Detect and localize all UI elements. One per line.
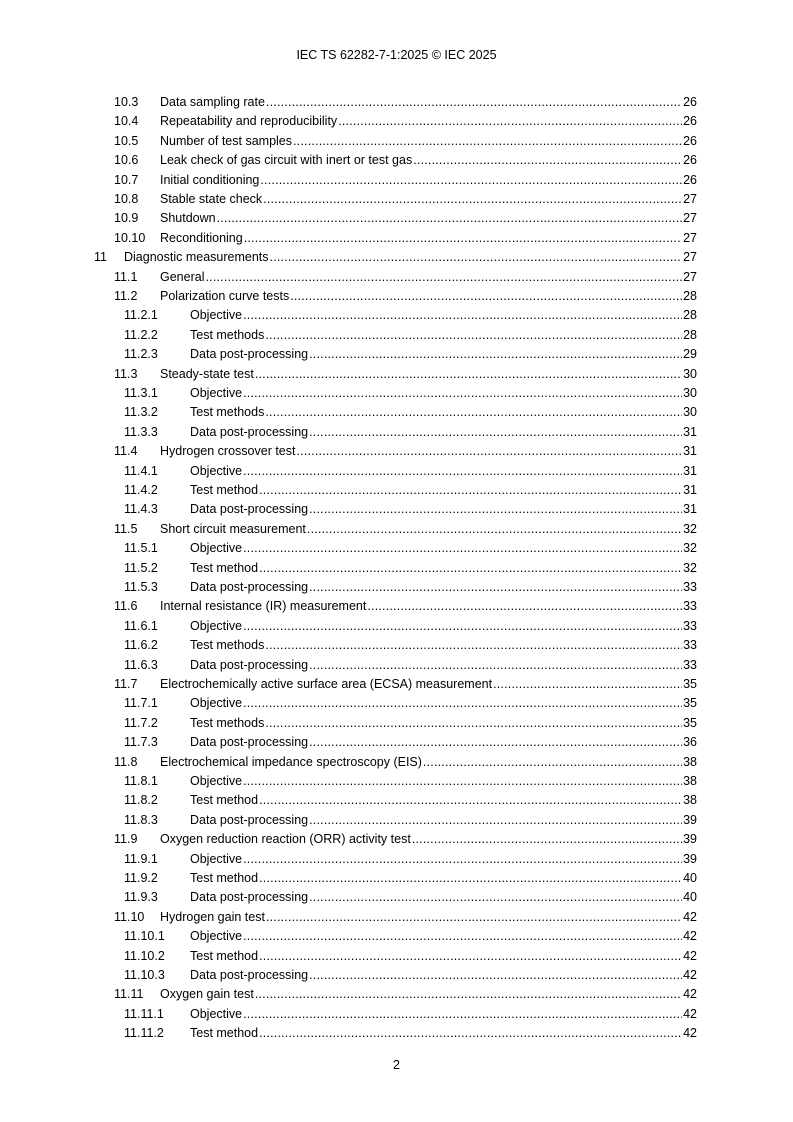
toc-dot-leader — [243, 1005, 682, 1024]
toc-entry[interactable] — [124, 811, 697, 830]
toc-entry-number: 11.5.3 — [124, 579, 158, 594]
toc-entry-title: Electrochemical impedance spectroscopy (EIS) — [160, 754, 422, 769]
toc-entry-page: 33 — [683, 618, 697, 633]
toc-entry[interactable] — [114, 93, 697, 112]
toc-dot-leader — [259, 1024, 682, 1043]
toc-entry-title: Objective — [190, 1006, 243, 1021]
toc-entry-title: Objective — [190, 541, 243, 556]
toc-entry-title: Data post-processing — [190, 812, 309, 827]
toc-dot-leader — [296, 442, 682, 461]
toc-entry-page: 31 — [683, 463, 697, 478]
toc-entry-number: 11.6.2 — [124, 638, 158, 653]
toc-entry-page: 38 — [683, 793, 697, 808]
toc-entry-number: 10.6 — [114, 153, 139, 168]
toc-entry-title: Test method — [190, 1026, 259, 1041]
toc-entry-title: Objective — [190, 773, 243, 788]
toc-dot-leader — [367, 597, 682, 616]
toc-entry[interactable] — [124, 1024, 697, 1043]
toc-entry-number: 11.8.3 — [124, 812, 158, 827]
toc-entry[interactable] — [124, 888, 697, 907]
toc-entry-page: 27 — [683, 230, 697, 245]
toc-entry[interactable] — [124, 559, 697, 578]
toc-entry[interactable] — [124, 345, 697, 364]
toc-entry-title: General — [160, 269, 205, 284]
toc-entry[interactable] — [114, 597, 697, 616]
toc-dot-leader — [423, 753, 682, 772]
toc-entry-title: Polarization curve tests — [160, 288, 290, 303]
toc-entry[interactable] — [114, 151, 697, 170]
toc-entry[interactable] — [114, 830, 697, 849]
toc-entry[interactable] — [124, 403, 697, 422]
toc-entry-number: 11.6.1 — [124, 618, 158, 633]
toc-entry[interactable] — [124, 733, 697, 752]
toc-entry-title: Number of test samples — [160, 133, 292, 148]
toc-entry[interactable] — [114, 442, 697, 461]
toc-entry[interactable] — [114, 171, 697, 190]
toc-entry-page: 42 — [683, 987, 697, 1002]
toc-entry-title: Test methods — [190, 715, 265, 730]
toc-dot-leader — [493, 675, 682, 694]
toc-dot-leader — [217, 209, 682, 228]
toc-entry[interactable] — [114, 229, 697, 248]
toc-entry-title: Electrochemically active surface area (ECSA) measurement — [160, 676, 493, 691]
toc-entry-page: 33 — [683, 638, 697, 653]
toc-entry[interactable] — [114, 675, 697, 694]
toc-entry-page: 27 — [683, 211, 697, 226]
toc-entry-title: Data sampling rate — [160, 94, 265, 109]
toc-entry-number: 10.9 — [114, 211, 139, 226]
toc-dot-leader — [259, 559, 682, 578]
toc-dot-leader — [259, 481, 682, 500]
toc-dot-leader — [243, 850, 682, 869]
toc-dot-leader — [309, 578, 682, 597]
toc-dot-leader — [270, 248, 683, 267]
toc-entry-title: Objective — [190, 618, 243, 633]
toc-entry-number: 11.7.3 — [124, 735, 158, 750]
toc-entry[interactable] — [124, 850, 697, 869]
toc-entry-number: 11.2 — [114, 288, 138, 303]
toc-entry-title: Data post-processing — [190, 657, 309, 672]
toc-entry-number: 11 — [94, 250, 107, 265]
toc-dot-leader — [309, 656, 682, 675]
toc-entry-number: 11.4.3 — [124, 502, 158, 517]
toc-dot-leader — [205, 268, 682, 287]
toc-entry-number: 11.11.2 — [124, 1026, 164, 1041]
toc-entry[interactable] — [124, 578, 697, 597]
toc-entry-title: Data post-processing — [190, 890, 309, 905]
toc-entry-title: Test method — [190, 948, 259, 963]
toc-entry-title: Objective — [190, 929, 243, 944]
toc-entry-title: Leak check of gas circuit with inert or test gas — [160, 153, 413, 168]
toc-entry-number: 10.4 — [114, 114, 139, 129]
toc-entry-page: 27 — [683, 250, 697, 265]
toc-entry-number: 11.2.3 — [124, 347, 158, 362]
toc-entry[interactable] — [124, 462, 697, 481]
toc-entry-title: Test method — [190, 793, 259, 808]
toc-entry-page: 32 — [683, 560, 697, 575]
toc-entry-number: 11.8.2 — [124, 793, 158, 808]
toc-entry[interactable] — [114, 365, 697, 384]
toc-entry-title: Data post-processing — [190, 735, 309, 750]
toc-entry-page: 33 — [683, 657, 697, 672]
toc-entry-number: 11.3.2 — [124, 405, 158, 420]
toc-entry-page: 32 — [683, 521, 697, 536]
toc-dot-leader — [255, 365, 682, 384]
toc-entry-number: 11.10.1 — [124, 929, 165, 944]
toc-entry-page: 30 — [683, 385, 697, 400]
toc-entry[interactable] — [114, 287, 697, 306]
toc-entry-page: 27 — [683, 269, 697, 284]
toc-dot-leader — [309, 733, 682, 752]
toc-dot-leader — [293, 132, 682, 151]
toc-entry-number: 11.5.1 — [124, 541, 158, 556]
toc-entry-title: Hydrogen crossover test — [160, 444, 296, 459]
toc-entry-title: Stable state check — [160, 191, 263, 206]
toc-entry[interactable] — [124, 869, 697, 888]
toc-entry-page: 26 — [683, 172, 697, 187]
toc-entry[interactable] — [124, 500, 697, 519]
toc-entry[interactable] — [124, 772, 697, 791]
toc-entry-number: 10.5 — [114, 133, 139, 148]
toc-entry-title: Diagnostic measurements — [124, 250, 269, 265]
toc-dot-leader — [259, 791, 682, 810]
toc-dot-leader — [243, 539, 682, 558]
toc-dot-leader — [265, 714, 682, 733]
toc-dot-leader — [243, 617, 682, 636]
toc-entry-title: Data post-processing — [190, 502, 309, 517]
toc-entry-page: 29 — [683, 347, 697, 362]
page-header: IEC TS 62282-7-1:2025 © IEC 2025 — [296, 48, 497, 62]
toc-dot-leader — [243, 772, 682, 791]
toc-entry-title: Objective — [190, 308, 243, 323]
toc-dot-leader — [259, 947, 682, 966]
toc-entry[interactable] — [124, 423, 697, 442]
toc-entry-number: 11.9.1 — [124, 851, 158, 866]
toc-dot-leader — [309, 966, 682, 985]
toc-entry-number: 11.2.1 — [124, 308, 158, 323]
toc-entry-number: 11.10.3 — [124, 967, 165, 982]
toc-entry[interactable] — [114, 132, 697, 151]
toc-entry-number: 11.3 — [114, 366, 138, 381]
toc-entry-title: Test methods — [190, 638, 265, 653]
toc-entry-number: 11.10.2 — [124, 948, 165, 963]
toc-dot-leader — [243, 462, 682, 481]
toc-entry-number: 11.7 — [114, 676, 138, 691]
toc-entry-page: 30 — [683, 405, 697, 420]
toc-entry-title: Test method — [190, 560, 259, 575]
toc-dot-leader — [309, 345, 682, 364]
toc-dot-leader — [263, 190, 682, 209]
toc-entry-page: 39 — [683, 812, 697, 827]
toc-entry-page: 38 — [683, 754, 697, 769]
toc-entry-page: 26 — [683, 133, 697, 148]
toc-entry-title: Repeatability and reproducibility — [160, 114, 338, 129]
toc-entry-page: 26 — [683, 153, 697, 168]
toc-entry-page: 42 — [683, 929, 697, 944]
toc-dot-leader — [266, 908, 682, 927]
toc-entry-number: 11.4.1 — [124, 463, 158, 478]
toc-dot-leader — [243, 384, 682, 403]
toc-entry-title: Short circuit measurement — [160, 521, 306, 536]
toc-entry[interactable] — [114, 268, 697, 287]
toc-entry-page: 31 — [683, 444, 697, 459]
toc-entry-number: 11.5.2 — [124, 560, 158, 575]
toc-entry-page: 32 — [683, 541, 697, 556]
toc-entry-number: 10.7 — [114, 172, 139, 187]
toc-entry-number: 11.8 — [114, 754, 138, 769]
toc-dot-leader — [244, 229, 682, 248]
toc-entry[interactable] — [124, 927, 697, 946]
toc-entry-title: Test method — [190, 870, 259, 885]
toc-entry-number: 11.9 — [114, 832, 138, 847]
toc-dot-leader — [265, 403, 682, 422]
toc-dot-leader — [338, 112, 682, 131]
toc-entry-number: 11.8.1 — [124, 773, 158, 788]
toc-dot-leader — [255, 985, 682, 1004]
toc-entry-page: 28 — [683, 308, 697, 323]
toc-entry-page: 38 — [683, 773, 697, 788]
toc-entry-page: 30 — [683, 366, 697, 381]
toc-entry-page: 35 — [683, 696, 697, 711]
toc-dot-leader — [290, 287, 682, 306]
toc-entry[interactable] — [124, 714, 697, 733]
toc-entry-page: 26 — [683, 94, 697, 109]
toc-entry-page: 28 — [683, 327, 697, 342]
toc-entry-title: Hydrogen gain test — [160, 909, 265, 924]
toc-entry-number: 11.3.3 — [124, 424, 158, 439]
toc-entry-page: 42 — [683, 909, 697, 924]
toc-entry-number: 11.6 — [114, 599, 138, 614]
toc-entry-title: Data post-processing — [190, 347, 309, 362]
toc-entry[interactable] — [114, 985, 697, 1004]
toc-entry-page: 35 — [683, 715, 697, 730]
toc-dot-leader — [309, 888, 682, 907]
toc-dot-leader — [265, 326, 682, 345]
toc-entry-number: 11.10 — [114, 909, 145, 924]
toc-entry[interactable] — [124, 966, 697, 985]
toc-entry-number: 11.9.2 — [124, 870, 158, 885]
toc-entry-page: 28 — [683, 288, 697, 303]
toc-entry-title: Oxygen gain test — [160, 987, 254, 1002]
toc-entry-number: 11.6.3 — [124, 657, 158, 672]
toc-entry-page: 26 — [683, 114, 697, 129]
toc-entry-title: Test methods — [190, 405, 265, 420]
toc-dot-leader — [412, 830, 682, 849]
toc-dot-leader — [260, 171, 682, 190]
toc-entry-page: 31 — [683, 424, 697, 439]
toc-entry-number: 11.1 — [114, 269, 138, 284]
toc-entry[interactable] — [124, 384, 697, 403]
toc-entry-title: Test method — [190, 482, 259, 497]
toc-entry-page: 42 — [683, 967, 697, 982]
toc-entry-title: Reconditioning — [160, 230, 243, 245]
toc-entry-number: 11.5 — [114, 521, 138, 536]
toc-entry-page: 33 — [683, 599, 697, 614]
toc-entry-number: 11.3.1 — [124, 385, 158, 400]
toc-entry-number: 11.7.1 — [124, 696, 158, 711]
toc-entry-title: Data post-processing — [190, 424, 309, 439]
toc-entry-page: 31 — [683, 502, 697, 517]
toc-entry-number: 11.4.2 — [124, 482, 158, 497]
toc-entry-number: 11.9.3 — [124, 890, 158, 905]
toc-entry[interactable] — [124, 636, 697, 655]
page-number: 2 — [393, 1058, 400, 1072]
toc-entry-title: Objective — [190, 851, 243, 866]
toc-entry[interactable] — [124, 694, 697, 713]
toc-entry-title: Oxygen reduction reaction (ORR) activity test — [160, 832, 411, 847]
toc-dot-leader — [309, 811, 682, 830]
toc-entry-page: 40 — [683, 890, 697, 905]
toc-entry-page: 27 — [683, 191, 697, 206]
toc-entry-title: Data post-processing — [190, 579, 309, 594]
toc-entry-number: 10.8 — [114, 191, 139, 206]
toc-entry-title: Objective — [190, 463, 243, 478]
toc-entry-page: 31 — [683, 482, 697, 497]
toc-dot-leader — [259, 869, 682, 888]
toc-entry-number: 11.11 — [114, 987, 144, 1002]
toc-dot-leader — [309, 500, 682, 519]
toc-entry[interactable] — [94, 248, 697, 267]
toc-entry-number: 10.10 — [114, 230, 146, 245]
toc-dot-leader — [243, 694, 682, 713]
toc-dot-leader — [307, 520, 682, 539]
toc-entry[interactable] — [114, 209, 697, 228]
toc-dot-leader — [243, 927, 682, 946]
toc-entry-title: Test methods — [190, 327, 265, 342]
toc-entry-number: 11.4 — [114, 444, 138, 459]
toc-entry[interactable] — [124, 306, 697, 325]
toc-entry-page: 42 — [683, 1026, 697, 1041]
toc-entry[interactable] — [124, 539, 697, 558]
toc-dot-leader — [413, 151, 682, 170]
toc-entry-page: 40 — [683, 870, 697, 885]
toc-entry-title: Shutdown — [160, 211, 216, 226]
toc-entry-title: Internal resistance (IR) measurement — [160, 599, 367, 614]
toc-entry-page: 42 — [683, 1006, 697, 1021]
toc-entry[interactable] — [124, 1005, 697, 1024]
toc-entry-page: 39 — [683, 851, 697, 866]
toc-entry[interactable] — [114, 190, 697, 209]
toc-entry[interactable] — [124, 791, 697, 810]
toc-dot-leader — [266, 93, 682, 112]
toc-dot-leader — [243, 306, 682, 325]
toc-entry-number: 11.2.2 — [124, 327, 158, 342]
toc-entry[interactable] — [124, 947, 697, 966]
toc-entry[interactable] — [124, 656, 697, 675]
toc-entry-number: 10.3 — [114, 94, 139, 109]
toc-entry-page: 35 — [683, 676, 697, 691]
toc-dot-leader — [309, 423, 682, 442]
toc-entry-number: 11.11.1 — [124, 1006, 164, 1021]
toc-entry-number: 11.7.2 — [124, 715, 158, 730]
toc-entry[interactable] — [114, 112, 697, 131]
toc-entry-title: Initial conditioning — [160, 172, 260, 187]
toc-entry[interactable] — [124, 481, 697, 500]
toc-entry-title: Steady-state test — [160, 366, 254, 381]
toc-entry[interactable] — [114, 908, 697, 927]
toc-entry-page: 39 — [683, 832, 697, 847]
toc-entry-title: Objective — [190, 385, 243, 400]
toc-entry-title: Data post-processing — [190, 967, 309, 982]
toc-entry-page: 36 — [683, 735, 697, 750]
toc-entry-title: Objective — [190, 696, 243, 711]
toc-entry[interactable] — [114, 753, 697, 772]
toc-entry[interactable] — [124, 617, 697, 636]
toc-entry[interactable] — [114, 520, 697, 539]
toc-entry-page: 33 — [683, 579, 697, 594]
toc-entry-page: 42 — [683, 948, 697, 963]
toc-dot-leader — [265, 636, 682, 655]
toc-entry[interactable] — [124, 326, 697, 345]
